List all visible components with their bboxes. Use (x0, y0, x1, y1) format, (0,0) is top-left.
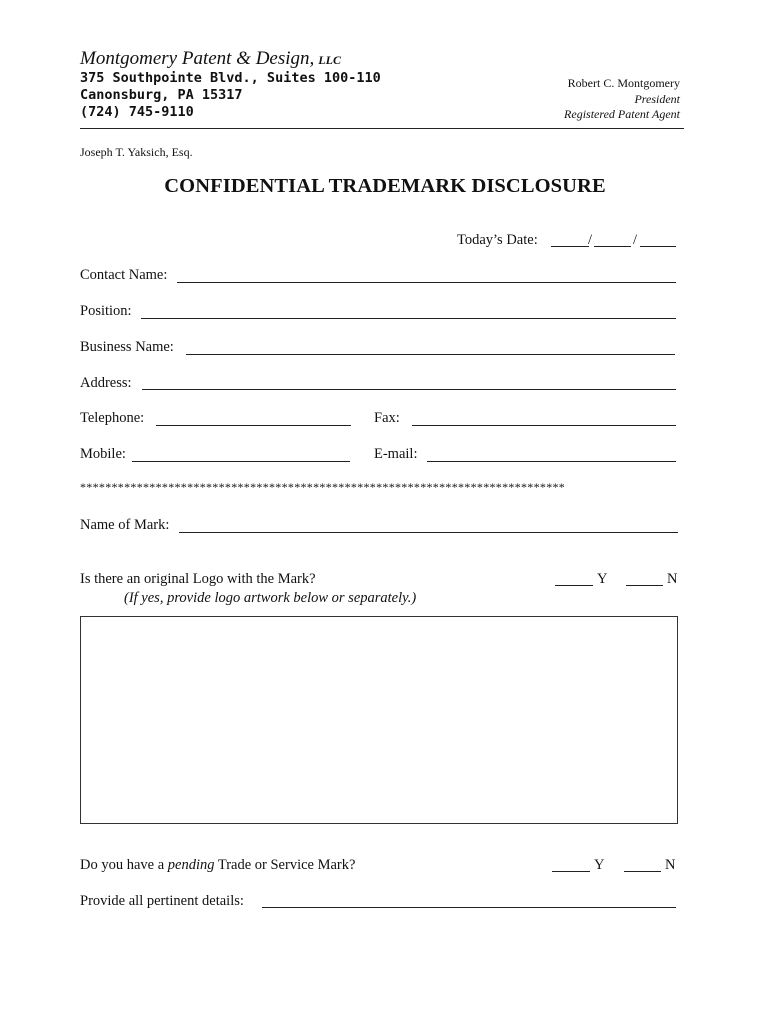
fax-field[interactable] (412, 425, 676, 426)
mark-name-field[interactable] (179, 532, 678, 533)
mobile-label: Mobile: (80, 446, 126, 462)
pending-prefix: Do you have a (80, 857, 168, 873)
business-name-field[interactable] (186, 354, 675, 355)
address-line-1: 375 Southpointe Blvd., Suites 100-110 (80, 70, 381, 86)
attorney-name: Joseph T. Yaksich, Esq. (80, 145, 193, 159)
fax-label: Fax: (374, 410, 400, 426)
pending-no-field[interactable] (624, 871, 661, 872)
logo-no-field[interactable] (626, 585, 663, 586)
contact-name-field[interactable] (177, 282, 676, 283)
principal-name: Robert C. Montgomery (567, 76, 680, 90)
logo-artwork-box[interactable] (80, 616, 678, 824)
business-name-label: Business Name: (80, 339, 174, 355)
pending-yes-label: Y (594, 857, 605, 873)
logo-question: Is there an original Logo with the Mark? (80, 571, 316, 587)
date-separator-1: / (588, 232, 593, 248)
firm-name-text: Montgomery Patent & Design, (80, 48, 315, 69)
date-month-field[interactable] (551, 246, 589, 247)
address-line-2: Canonsburg, PA 15317 (80, 87, 243, 103)
date-day-field[interactable] (594, 246, 631, 247)
pending-no-label: N (665, 857, 676, 873)
logo-yes-field[interactable] (555, 585, 593, 586)
pending-yes-field[interactable] (552, 871, 590, 872)
position-label: Position: (80, 303, 132, 319)
pending-emphasis: pending (167, 857, 215, 873)
mobile-field[interactable] (132, 461, 350, 462)
firm-name (80, 48, 341, 70)
pending-suffix: Trade or Service Mark? (214, 857, 356, 873)
email-label: E-mail: (374, 446, 418, 462)
contact-name-label: Contact Name: (80, 267, 168, 283)
logo-yes-label: Y (597, 571, 608, 587)
telephone-field[interactable] (156, 425, 351, 426)
logo-no-label: N (667, 571, 678, 587)
principal-title: President (634, 92, 680, 106)
date-year-field[interactable] (640, 246, 676, 247)
position-field[interactable] (141, 318, 676, 319)
firm-phone: (724) 745-9110 (80, 104, 194, 120)
date-separator-2: / (633, 232, 638, 248)
details-field[interactable] (262, 907, 676, 908)
mark-name-label: Name of Mark: (80, 517, 170, 533)
address-label: Address: (80, 375, 132, 391)
document-title: CONFIDENTIAL TRADEMARK DISCLOSURE (164, 175, 606, 197)
principal-role: Registered Patent Agent (564, 107, 680, 121)
telephone-label: Telephone: (80, 410, 145, 426)
email-field[interactable] (427, 461, 676, 462)
letterhead-divider (80, 128, 684, 129)
pending-question (80, 857, 355, 874)
date-label: Today’s Date: (457, 232, 538, 248)
logo-instruction: (If yes, provide logo artwork below or separately.) (124, 590, 417, 606)
firm-suffix: LLC (318, 53, 341, 67)
details-label: Provide all pertinent details: (80, 893, 244, 909)
address-field[interactable] (142, 389, 676, 390)
section-separator: ***************************************************************************** (80, 480, 566, 494)
